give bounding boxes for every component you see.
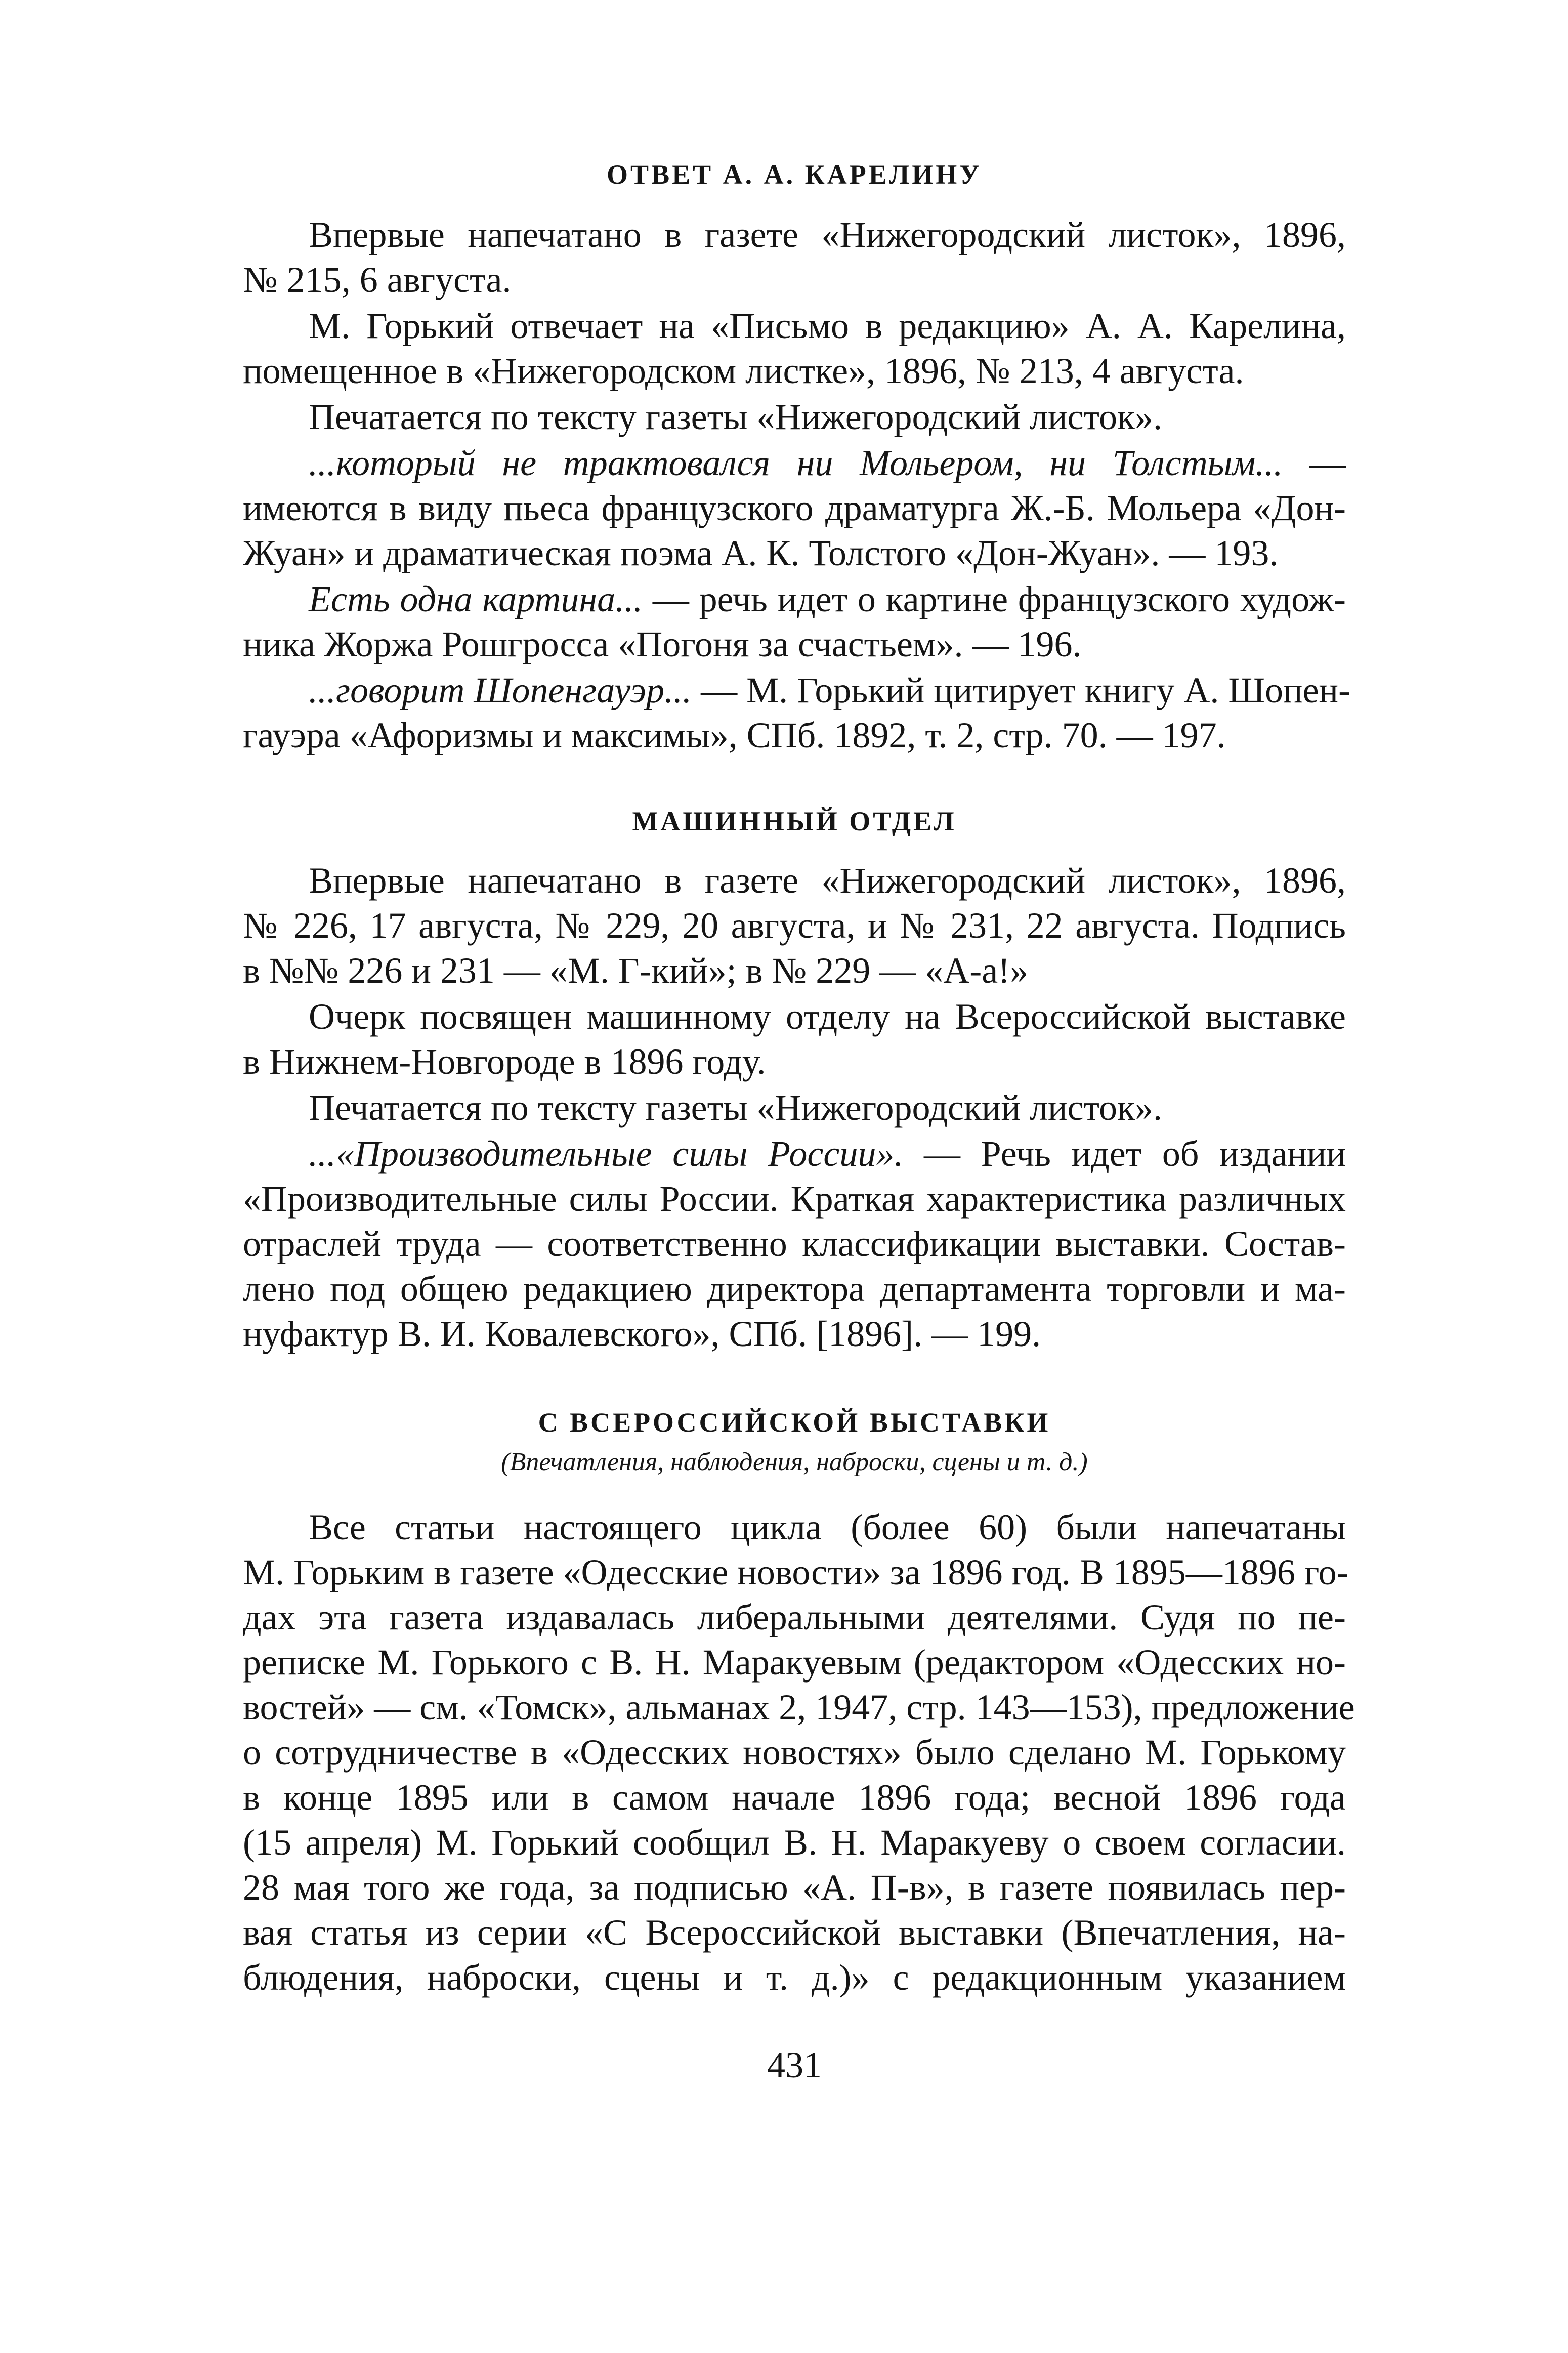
text-line: Печатается по тексту газеты «Нижегородский листок». — [309, 1087, 1162, 1128]
text-line: вая статья из серии «С Всероссийской выставки (Впечатления, на- — [243, 1912, 1346, 1953]
text-line: № 226, 17 августа, № 229, 20 августа, и № 231, 22 августа. Подпись — [243, 905, 1346, 946]
text-line: в конце 1895 или в самом начале 1896 года; весной 1896 года — [243, 1777, 1346, 1818]
text-line: имеются в виду пьеса французского драматурга Ж.-Б. Мольера «Дон- — [243, 488, 1346, 528]
paragraph — [243, 668, 1351, 758]
text-line: в №№ 226 и 231 — «М. Г-кий»; в № 229 — «А-а!» — [243, 950, 1029, 991]
note-lemma: ...который не трактовался ни Мольером, ни Толстым... — [309, 443, 1283, 483]
note-lemma: ...«Производительные силы России». — [309, 1133, 904, 1174]
paragraph — [243, 1085, 1346, 1130]
text-line: помещенное в «Нижегородском листке», 1896, № 213, 4 августа. — [243, 351, 1244, 391]
text-line: Есть одна картина... — речь идет о картине французского худож- — [309, 579, 1346, 619]
note-lemma: Есть одна картина... — [309, 579, 643, 619]
section-body — [243, 213, 1351, 758]
text-line: блюдения, наброски, сцены и т. д.)» с редакционным указанием — [243, 1957, 1346, 1998]
text-line: Очерк посвящен машинному отделу на Всероссийской выставке — [309, 996, 1346, 1037]
text-line: № 215, 6 августа. — [243, 260, 512, 300]
section-subheading: (Впечатления, наблюдения, наброски, сцены и т. д.) — [501, 1448, 1088, 1477]
text-line: Все статьи настоящего цикла (более 60) были напечатаны — [309, 1507, 1346, 1547]
text-line: гауэра «Афоризмы и максимы», СПб. 1892, т. 2, стр. 70. — 197. — [243, 715, 1226, 755]
text-line: М. Горьким в газете «Одесские новости» за 1896 год. В 1895—1896 го- — [243, 1552, 1349, 1592]
section-answer-karelin — [243, 161, 1346, 188]
section-heading: ОТВЕТ А. А. КАРЕЛИНУ — [607, 159, 982, 190]
paragraph — [243, 1131, 1346, 1357]
text-line: (15 апреля) М. Горький сообщил В. Н. Маракуеву о своем согласии. — [243, 1822, 1346, 1863]
paragraph — [243, 395, 1346, 440]
paragraph — [243, 1505, 1355, 2000]
paragraph — [243, 994, 1346, 1084]
text-line: ...который не трактовался ни Мольером, ни Толстым... — — [309, 443, 1346, 483]
section-all-russian-exhibition — [243, 1409, 1346, 1476]
section-heading: МАШИННЫЙ ОТДЕЛ — [632, 806, 957, 836]
text-line: дах эта газета издавалась либеральными деятелями. Судя по пе- — [243, 1597, 1346, 1637]
paragraph — [243, 213, 1346, 303]
paragraph — [243, 441, 1346, 576]
section-heading: С ВСЕРОССИЙСКОЙ ВЫСТАВКИ — [538, 1407, 1051, 1438]
page-number: 431 — [767, 2045, 822, 2085]
text-line: о сотрудничестве в «Одесских новостях» было сделано М. Горькому — [243, 1732, 1346, 1773]
section-body — [243, 858, 1346, 1357]
text-line: реписке М. Горького с В. Н. Маракуевым (редактором «Одесских но- — [243, 1642, 1346, 1683]
text-line: Впервые напечатано в газете «Нижегородский листок», 1896, — [309, 215, 1346, 255]
note-lemma: ...говорит Шопенгауэр... — [309, 670, 692, 710]
text-line: лено под общею редакциею директора департамента торговли и ма- — [243, 1269, 1346, 1309]
text-line: нуфактур В. И. Ковалевского», СПб. [1896]. — 199. — [243, 1314, 1041, 1354]
text-line: Впервые напечатано в газете «Нижегородский листок», 1896, — [309, 860, 1346, 901]
text-line: в Нижнем-Новгороде в 1896 году. — [243, 1041, 766, 1082]
text-line: Жуан» и драматическая поэма А. К. Толстого «Дон-Жуан». — 193. — [243, 533, 1279, 573]
document-page — [243, 0, 1355, 2353]
section-machine-department — [243, 808, 1346, 835]
paragraph — [243, 858, 1346, 993]
text-line: отраслей труда — соответственно классификации выставки. Состав- — [243, 1224, 1346, 1264]
text-line: ...говорит Шопенгауэр... — М. Горький цитирует книгу А. Шопен- — [309, 670, 1351, 710]
text-line: ...«Производительные силы России». — Речь идет об издании — [309, 1133, 1346, 1174]
text-line: «Производительные силы России. Краткая характеристика различных — [243, 1179, 1346, 1219]
text-line: 28 мая того же года, за подписью «А. П-в», в газете появилась пер- — [243, 1867, 1346, 1908]
text-line: востей» — см. «Томск», альманах 2, 1947, стр. 143—153), предложение — [243, 1687, 1355, 1728]
section-body — [243, 1505, 1355, 2000]
text-line: ника Жоржа Рошгросса «Погоня за счастьем». — 196. — [243, 624, 1082, 664]
paragraph — [243, 304, 1346, 394]
text-line: Печатается по тексту газеты «Нижегородский листок». — [309, 397, 1162, 437]
text-line: М. Горький отвечает на «Письмо в редакцию» А. А. Карелина, — [309, 306, 1346, 346]
paragraph — [243, 577, 1346, 667]
